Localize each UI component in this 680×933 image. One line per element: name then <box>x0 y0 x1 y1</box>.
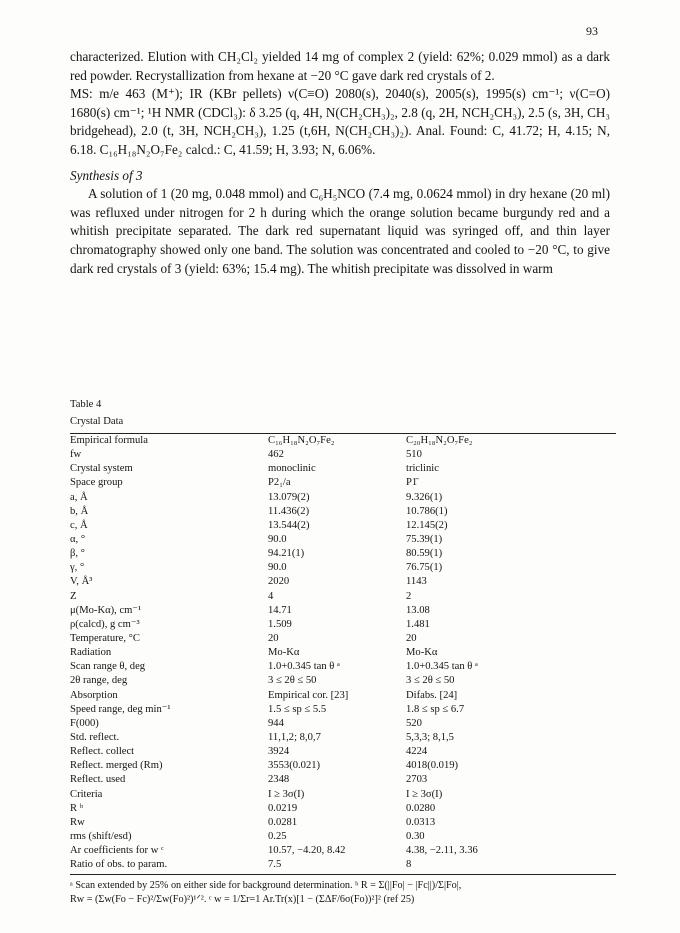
row-label: Crystal system <box>70 463 133 475</box>
body-text <box>70 48 610 278</box>
table-row <box>70 632 616 646</box>
row-label: Empirical formula <box>70 435 148 446</box>
row-label: Rw <box>70 816 85 828</box>
row-label: Scan range θ, deg <box>70 661 146 673</box>
table-row <box>70 674 616 688</box>
row-label: μ(Mo-Kα), cm⁻¹ <box>70 604 142 616</box>
row-value: 510 <box>406 449 422 461</box>
row-value: 10.57, −4.20, 8.42 <box>268 845 346 857</box>
row-value: 11.436(2) <box>268 505 310 517</box>
table-row <box>70 533 616 547</box>
row-label: Reflect. collect <box>70 746 135 758</box>
row-label: ρ(calcd), g cm⁻³ <box>70 618 140 630</box>
row-value: 90.0 <box>268 562 287 574</box>
row-value: 7.5 <box>268 859 282 871</box>
row-value: 2 <box>406 590 412 602</box>
row-value: 0.25 <box>268 830 287 842</box>
table-row <box>70 802 616 816</box>
row-value: 11,1,2; 8,0,7 <box>268 731 321 743</box>
row-value: I ≥ 3σ(I) <box>268 788 305 800</box>
row-value: Mo-Kα <box>406 647 438 659</box>
row-value: 8 <box>406 859 412 871</box>
page-number: 93 <box>586 24 598 38</box>
row-value: 75.39(1) <box>406 533 443 545</box>
row-label: Radiation <box>70 647 112 659</box>
table-row <box>70 816 616 830</box>
row-label: β, ° <box>70 548 85 560</box>
row-value: 10.786(1) <box>406 505 448 517</box>
row-value: Difabs. [24] <box>406 689 458 701</box>
row-value: P1̄ <box>406 477 418 489</box>
row-value: 0.30 <box>406 830 425 842</box>
row-value: 12.145(2) <box>406 519 448 531</box>
row-value: 4 <box>268 590 274 602</box>
footnote-line: ᵃ Scan extended by 25% on either side for background determination. ᵇ R = Σ(||Fo| − |Fc||)/Σ|Fo|, <box>70 880 462 892</box>
row-label: Space group <box>70 477 123 489</box>
row-value: P2₁/a <box>268 477 291 489</box>
row-label: α, ° <box>70 533 86 545</box>
paragraph: MS: m/e 463 (M⁺); IR (KBr pellets) ν(C≡O) 2080(s), 2040(s), 2005(s), 1995(s) cm⁻¹; ν(C=O) 1680(s) cm⁻¹; ¹H NMR (CDCl₃): δ 3.25 (q, 4H, N(CH₂CH₃)₂, 2.8 (q, 2H, NCH₂CH₃), 2.5 (s, 3H, CH₃ bridgehead), 2.0 (t, 3H, NCH₂CH₃), 1.25 (t,6H, N(CH₂CH₃)₂). Anal. Found: C, 41.72; H, 4.15; N, 6.18. C₁₆H₁₈N₂O₇Fe₂ calcd.: C, 41.59; H, 3.93; N, 6.06%. <box>70 86 610 157</box>
row-value: 13.08 <box>406 604 430 616</box>
table-row <box>70 858 616 872</box>
row-value: 76.75(1) <box>406 562 443 574</box>
footnote-line: Rw = (Σw(Fo − Fc)²/Σw(Fo)²)¹ᐟ². ᶜ w = 1/Σr=1 Ar.Tr(x)[1 − (ΣΔF/6σ(Fo))²]² (ref 25) <box>70 894 415 906</box>
row-value: 1.5 ≤ sp ≤ 5.5 <box>268 703 327 715</box>
row-value: 3924 <box>268 746 290 758</box>
row-value: 1.509 <box>268 618 292 630</box>
row-value: 13.544(2) <box>268 519 310 531</box>
row-value: 520 <box>406 717 422 729</box>
table-label: Table 4 <box>70 399 102 410</box>
table-row <box>70 830 616 844</box>
crystal-data-table <box>70 396 616 907</box>
row-value: 14.71 <box>268 604 292 616</box>
row-label: Speed range, deg min⁻¹ <box>70 703 171 715</box>
row-value: C₁₆H₁₈N₂O₇Fe₂ <box>268 435 335 446</box>
row-label: Reflect. used <box>70 774 126 786</box>
table-row <box>70 646 616 660</box>
row-label: b, Å <box>70 505 89 517</box>
row-value: 20 <box>268 632 279 644</box>
row-value: 1.0+0.345 tan θ ᵃ <box>406 661 478 673</box>
table-footnote <box>70 879 616 907</box>
table-row <box>70 575 616 589</box>
row-value: I ≥ 3σ(I) <box>406 788 443 800</box>
row-value: 3553(0.021) <box>268 760 321 772</box>
row-value: 944 <box>268 717 284 729</box>
table-row <box>70 604 616 618</box>
row-value: 0.0280 <box>406 802 436 814</box>
row-value: 2348 <box>268 774 290 786</box>
row-value: 1.481 <box>406 618 430 630</box>
row-value: 3 ≤ 2θ ≤ 50 <box>406 675 455 687</box>
row-label: Reflect. merged (Rm) <box>70 760 163 772</box>
row-value: 80.59(1) <box>406 548 443 560</box>
section-heading: Synthesis of 3 <box>70 167 143 183</box>
row-label: γ, ° <box>70 562 85 574</box>
table-row <box>70 844 616 858</box>
table-title: Crystal Data <box>70 416 124 427</box>
row-value: Mo-Kα <box>268 647 300 659</box>
table-row <box>70 519 616 533</box>
table-row <box>70 505 616 519</box>
row-label: 2θ range, deg <box>70 675 128 687</box>
table-row <box>70 731 616 745</box>
table-row <box>70 745 616 759</box>
row-label: Std. reflect. <box>70 731 120 743</box>
row-value: 4018(0.019) <box>406 760 459 772</box>
row-value: 4.38, −2.11, 3.36 <box>406 845 478 857</box>
table-row <box>70 660 616 674</box>
row-value: triclinic <box>406 463 439 475</box>
row-label: R ᵇ <box>70 802 83 814</box>
row-value: 9.326(1) <box>406 491 443 503</box>
table-row <box>70 773 616 787</box>
table-row <box>70 759 616 773</box>
table-row <box>70 547 616 561</box>
row-label: Criteria <box>70 788 103 800</box>
row-value: 0.0281 <box>268 816 298 828</box>
row-value: 1.0+0.345 tan θ ᵃ <box>268 661 340 673</box>
row-value: 5,3,3; 8,1,5 <box>406 731 454 743</box>
row-value: 90.0 <box>268 533 287 545</box>
row-value: Empirical cor. [23] <box>268 689 349 701</box>
table-row <box>70 434 616 448</box>
paragraph: A solution of 1 (20 mg, 0.048 mmol) and C₆H₅NCO (7.4 mg, 0.0624 mmol) in dry hexane (20 ml) was refluxed under nitrogen for 2 h during which the orange solution became burgundy red and a whitish precipitate separated. The dark red supernatant liquid was syringed off, and thin layer chromatography showed only one band. The solution was concentrated and cooled to −20 °C, to give dark red crystals of 3 (yield: 63%; 15.4 mg). The whitish precipitate was dissolved in warm <box>70 186 610 276</box>
table-body <box>70 434 616 872</box>
row-value: 4224 <box>406 746 428 758</box>
row-label: Ratio of obs. to param. <box>70 859 168 871</box>
row-label: V, Å³ <box>70 576 93 588</box>
row-value: 1.8 ≤ sp ≤ 6.7 <box>406 703 465 715</box>
table-row <box>70 618 616 632</box>
table-row <box>70 448 616 462</box>
table-row <box>70 717 616 731</box>
table-row <box>70 788 616 802</box>
row-value: C₂₀H₁₈N₂O₇Fe₂ <box>406 435 473 446</box>
row-value: monoclinic <box>268 463 316 475</box>
row-label: Z <box>70 590 77 602</box>
row-value: 2703 <box>406 774 428 786</box>
row-value: 94.21(1) <box>268 548 305 560</box>
table-row <box>70 491 616 505</box>
table-row <box>70 476 616 490</box>
row-value: 3 ≤ 2θ ≤ 50 <box>268 675 317 687</box>
table-bottom-rule <box>70 874 616 875</box>
row-label: F(000) <box>70 717 99 729</box>
table-row <box>70 703 616 717</box>
row-label: Temperature, °C <box>70 632 140 644</box>
table-row <box>70 462 616 476</box>
row-label: c, Å <box>70 519 88 531</box>
row-label: Ar coefficients for w ᶜ <box>70 845 164 857</box>
row-label: fw <box>70 449 82 461</box>
row-label: rms (shift/esd) <box>70 830 132 842</box>
row-label: Absorption <box>70 689 118 701</box>
row-value: 13.079(2) <box>268 491 310 503</box>
row-value: 462 <box>268 449 284 461</box>
table-row <box>70 590 616 604</box>
row-value: 0.0219 <box>268 802 298 814</box>
row-label: a, Å <box>70 491 88 503</box>
table-row <box>70 689 616 703</box>
row-value: 1143 <box>406 576 427 588</box>
row-value: 20 <box>406 632 417 644</box>
row-value: 0.0313 <box>406 816 436 828</box>
row-value: 2020 <box>268 576 290 588</box>
table-row <box>70 561 616 575</box>
paragraph: characterized. Elution with CH₂Cl₂ yielded 14 mg of complex 2 (yield: 62%; 0.029 mmol) as a dark red powder. Recrystallization from hexane at −20 °C gave dark red crystals of 2. <box>70 49 610 83</box>
